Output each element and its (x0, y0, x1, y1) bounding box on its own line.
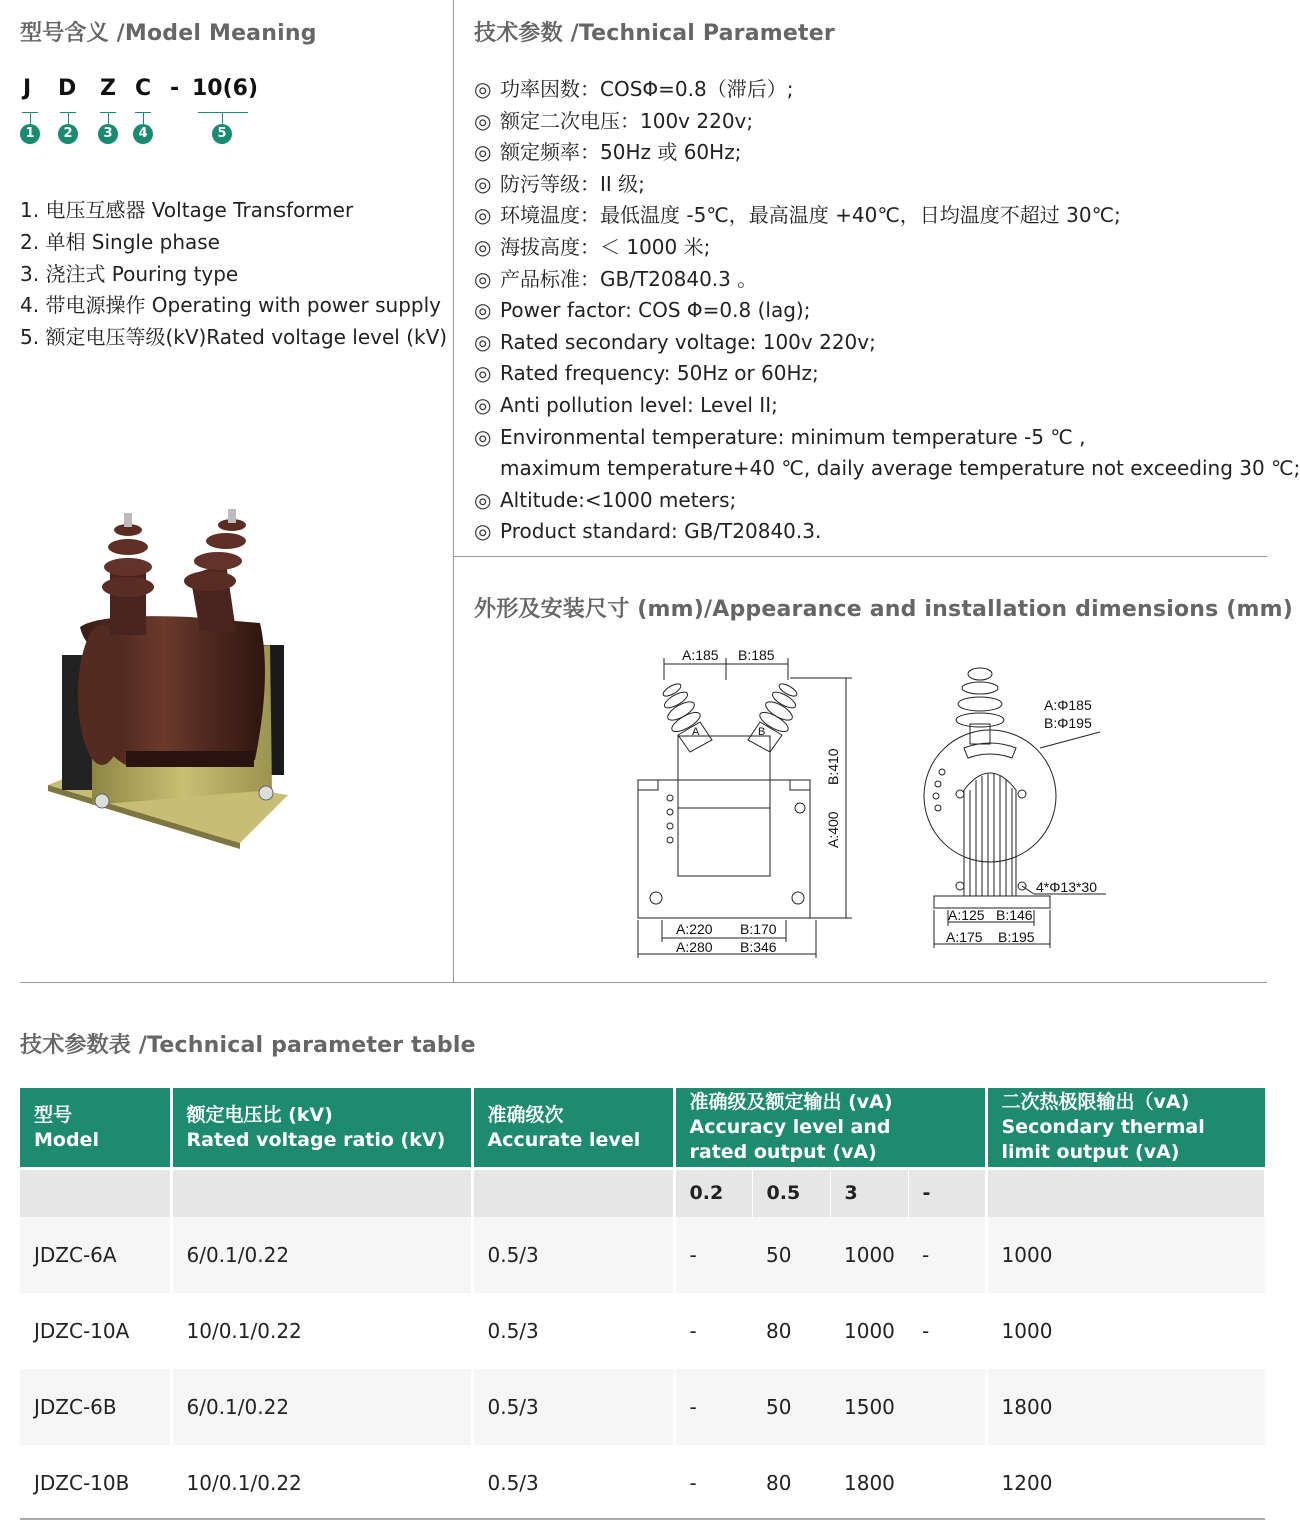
header-accuracy: 准确级次 Accurate level (472, 1088, 674, 1169)
circle-tick-2 (68, 112, 69, 124)
model-meaning-list (20, 195, 447, 354)
dim-base2-a: A:280 (676, 939, 713, 955)
subheader-3: 3 (830, 1169, 908, 1217)
bullet-icon: ◎ (474, 487, 492, 512)
dim-top-a: A:185 (682, 647, 719, 663)
bushing-label-a: A (692, 726, 700, 738)
param-item: ◎ 额定频率：50Hz 或 60Hz; (474, 137, 1300, 169)
bullet-icon: ◎ (474, 424, 492, 449)
table-row: JDZC-6B 6/0.1/0.22 0.5/3 - 50 1500 1800 (20, 1369, 1265, 1445)
bullet-icon: ◎ (474, 298, 492, 323)
dim-side-base1-a: A:125 (948, 907, 985, 923)
bullet-icon: ◎ (474, 171, 492, 196)
dim-height-a: A:400 (825, 811, 841, 848)
meaning-item: 2. 单相 Single phase (20, 229, 220, 254)
header-model: 型号 Model (20, 1088, 171, 1169)
param-item: ◎ Altitude:<1000 meters; (474, 485, 1300, 517)
section-divider-full (20, 982, 1267, 983)
header-output: 准确级及额定输出 (vA) Accuracy level and rated output (vA) (674, 1088, 986, 1169)
table-subheader-row (20, 1169, 1265, 1217)
bullet-icon: ◎ (474, 519, 492, 544)
param-item: ◎ 防污等级：II 级; (474, 169, 1300, 201)
bullet-icon: ◎ (474, 77, 492, 101)
meaning-item: 4. 带电源操作 Operating with power supply (20, 293, 441, 318)
param-item: ◎ Rated secondary voltage: 100v 220v; (474, 327, 1300, 359)
dim-dia-b: B:Φ195 (1044, 715, 1092, 731)
table-row: JDZC-10A 10/0.1/0.22 0.5/3 - 80 1000 - 1000 (20, 1293, 1265, 1369)
circle-bar-5 (198, 112, 248, 113)
bullet-icon: ◎ (474, 361, 492, 386)
param-item: ◎ 海拔高度：＜ 1000 米; (474, 232, 1300, 264)
table-row: JDZC-10B 10/0.1/0.22 0.5/3 - 80 1800 1200 (20, 1445, 1265, 1521)
param-item: ◎ 环境温度：最低温度 -5℃，最高温度 +40℃，日均温度不超过 30℃; (474, 200, 1300, 232)
param-item-continuation: maximum temperature+40 ℃, daily average temperature not exceeding 30 ℃; (500, 456, 1300, 481)
bullet-icon: ◎ (474, 234, 492, 259)
code-voltage: 10(6) (192, 76, 259, 101)
param-item: ◎ Product standard: GB/T20840.3. (474, 516, 1300, 548)
param-item: ◎ Rated frequency: 50Hz or 60Hz; (474, 358, 1300, 390)
subheader-0-2: 0.2 (674, 1169, 752, 1217)
parameter-table-title: 技术参数表 /Technical parameter table (20, 1033, 476, 1058)
code-letter-j: J (23, 76, 32, 101)
model-meaning-title: 型号含义 /Model Meaning (20, 21, 317, 46)
meaning-item: 3. 浇注式 Pouring type (20, 261, 239, 286)
circle-tick-1 (30, 112, 31, 124)
meaning-item: 1. 电压互感器 Voltage Transformer (20, 198, 354, 222)
meaning-item: 5. 额定电压等级(kV)Rated voltage level (kV) (20, 325, 448, 350)
dim-dia-a: A:Φ185 (1044, 697, 1092, 713)
circle-tick-5 (222, 112, 223, 124)
subheader-dash: - (908, 1169, 986, 1217)
param-item: ◎ Environmental temperature: minimum temperature -5 ℃ , (474, 422, 1300, 454)
side-view-drawing (910, 660, 1130, 960)
dim-base1-a: A:220 (676, 921, 713, 937)
code-letter-d: D (58, 76, 77, 101)
dimensions-title: 外形及安装尺寸 (mm)/Appearance and installation dimensions (mm) (474, 597, 1294, 622)
bullet-icon: ◎ (474, 392, 492, 417)
number-circle-4: 4 (133, 124, 153, 144)
bullet-icon: ◎ (474, 329, 492, 354)
circle-tick-3 (108, 112, 109, 124)
front-view-drawing (620, 640, 870, 965)
dim-side-base1-b: B:146 (996, 907, 1033, 923)
dim-side-base2-a: A:175 (946, 929, 983, 945)
bullet-icon: ◎ (474, 140, 492, 165)
product-photo (40, 505, 300, 850)
number-circle-5: 5 (212, 124, 232, 144)
technical-parameter-list (474, 74, 1300, 548)
number-circle-3: 3 (98, 124, 118, 144)
dim-holes: 4*Φ13*30 (1036, 879, 1097, 895)
dim-top-b: B:185 (738, 647, 775, 663)
header-thermal: 二次热极限输出（vA) Secondary thermal limit output (vA) (986, 1088, 1265, 1169)
code-letter-z: Z (100, 76, 116, 101)
header-ratio: 额定电压比 (kV) Rated voltage ratio (kV) (171, 1088, 472, 1169)
param-item: ◎ 功率因数：COSΦ=0.8（滞后）; (474, 74, 1300, 106)
param-item: ◎ 额定二次电压：100v 220v; (474, 106, 1300, 138)
number-circle-2: 2 (58, 124, 78, 144)
code-dash: - (170, 76, 180, 101)
subheader-0-5: 0.5 (752, 1169, 830, 1217)
circle-tick-4 (143, 112, 144, 124)
dim-height-b: B:410 (825, 748, 841, 785)
param-item: ◎ Power factor: COS Φ=0.8 (lag); (474, 295, 1300, 327)
number-circle-1: 1 (20, 124, 40, 144)
model-code (20, 76, 270, 146)
table-row: JDZC-6A 6/0.1/0.22 0.5/3 - 50 1000 - 1000 (20, 1217, 1265, 1293)
dim-side-base2-b: B:195 (998, 929, 1035, 945)
dim-base2-b: B:346 (740, 939, 777, 955)
technical-parameter-title: 技术参数 /Technical Parameter (474, 21, 835, 46)
dim-base1-b: B:170 (740, 921, 777, 937)
param-item: ◎ Anti pollution level: Level II; (474, 390, 1300, 422)
bullet-icon: ◎ (474, 266, 492, 291)
bullet-icon: ◎ (474, 108, 492, 133)
code-letter-c: C (135, 76, 152, 101)
table-header-row (20, 1088, 1265, 1169)
table-bottom-line (20, 1518, 1265, 1520)
bushing-label-b: B (758, 726, 766, 738)
column-divider (453, 0, 454, 982)
section-divider-right (454, 556, 1267, 557)
parameter-table (20, 1088, 1267, 1521)
bullet-icon: ◎ (474, 203, 492, 228)
param-item: ◎ 产品标准：GB/T20840.3 。 (474, 264, 1300, 296)
